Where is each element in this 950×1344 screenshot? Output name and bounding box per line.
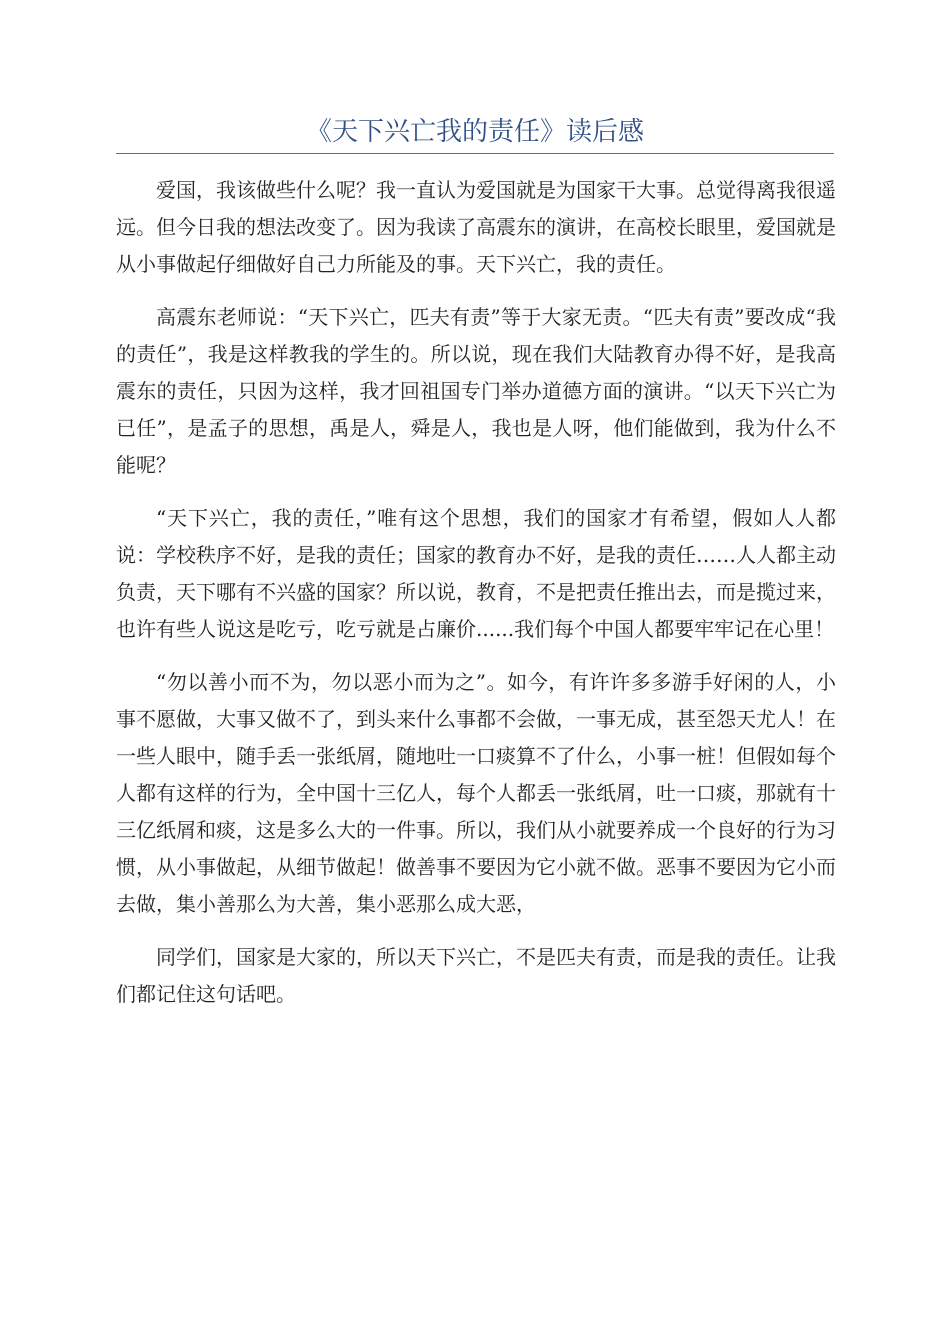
document-body xyxy=(116,172,836,1029)
paragraph-2: 高震东老师说：“天下兴亡，匹夫有责”等于大家无责。“匹夫有责”要改成“我的责任”，我是这样教我的学生的。所以说，现在我们大陆教育办得不好，是我高震东的责任，只因为这样，我才回祖国专门举办道德方面的演讲。“以天下兴亡为已任”，是孟子的思想，禹是人，舜是人，我也是人呀，他们能做到，我为什么不能呢？ xyxy=(116,305,836,477)
paragraph-4: “勿以善小而不为，勿以恶小而为之”。如今，有许许多多游手好闲的人，小事不愿做，大事又做不了，到头来什么事都不会做，一事无成，甚至怨天尤人！在一些人眼中，随手丢一张纸屑，随地吐一口痰算不了什么，小事一桩！但假如每个人都有这样的行为，全中国十三亿人，每个人都丢一张纸屑，吐一口痰，那就有十三亿纸屑和痰，这是多么大的一件事。所以，我们从小就要养成一个良好的行为习惯，从小事做起，从细节做起！做善事不要因为它小就不做。恶事不要因为它小而去做，集小善那么为大善，集小恶那么成大恶， xyxy=(116,670,836,916)
title-underline xyxy=(116,153,834,154)
paragraph-1: 爱国，我该做些什么呢？我一直认为爱国就是为国家干大事。总觉得离我很遥远。但今日我的想法改变了。因为我读了高震东的演讲，在高校长眼里，爱国就是从小事做起仔细做好自己力所能及的事。天下兴亡，我的责任。 xyxy=(116,178,836,276)
paragraph-3: “天下兴亡，我的责任，”唯有这个思想，我们的国家才有希望，假如人人都说：学校秩序不好，是我的责任；国家的教育办不好，是我的责任……人人都主动负责，天下哪有不兴盛的国家？所以说，教育，不是把责任推出去，而是揽过来，也许有些人说这是吃亏，吃亏就是占廉价......我们每个中国人都要牢牢记在心里！ xyxy=(116,506,836,641)
document-title: 《天下兴亡我的责任》读后感 xyxy=(305,117,644,147)
paragraph-5: 同学们，国家是大家的，所以天下兴亡，不是匹夫有责，而是我的责任。让我们都记住这句话吧。 xyxy=(116,945,836,1006)
